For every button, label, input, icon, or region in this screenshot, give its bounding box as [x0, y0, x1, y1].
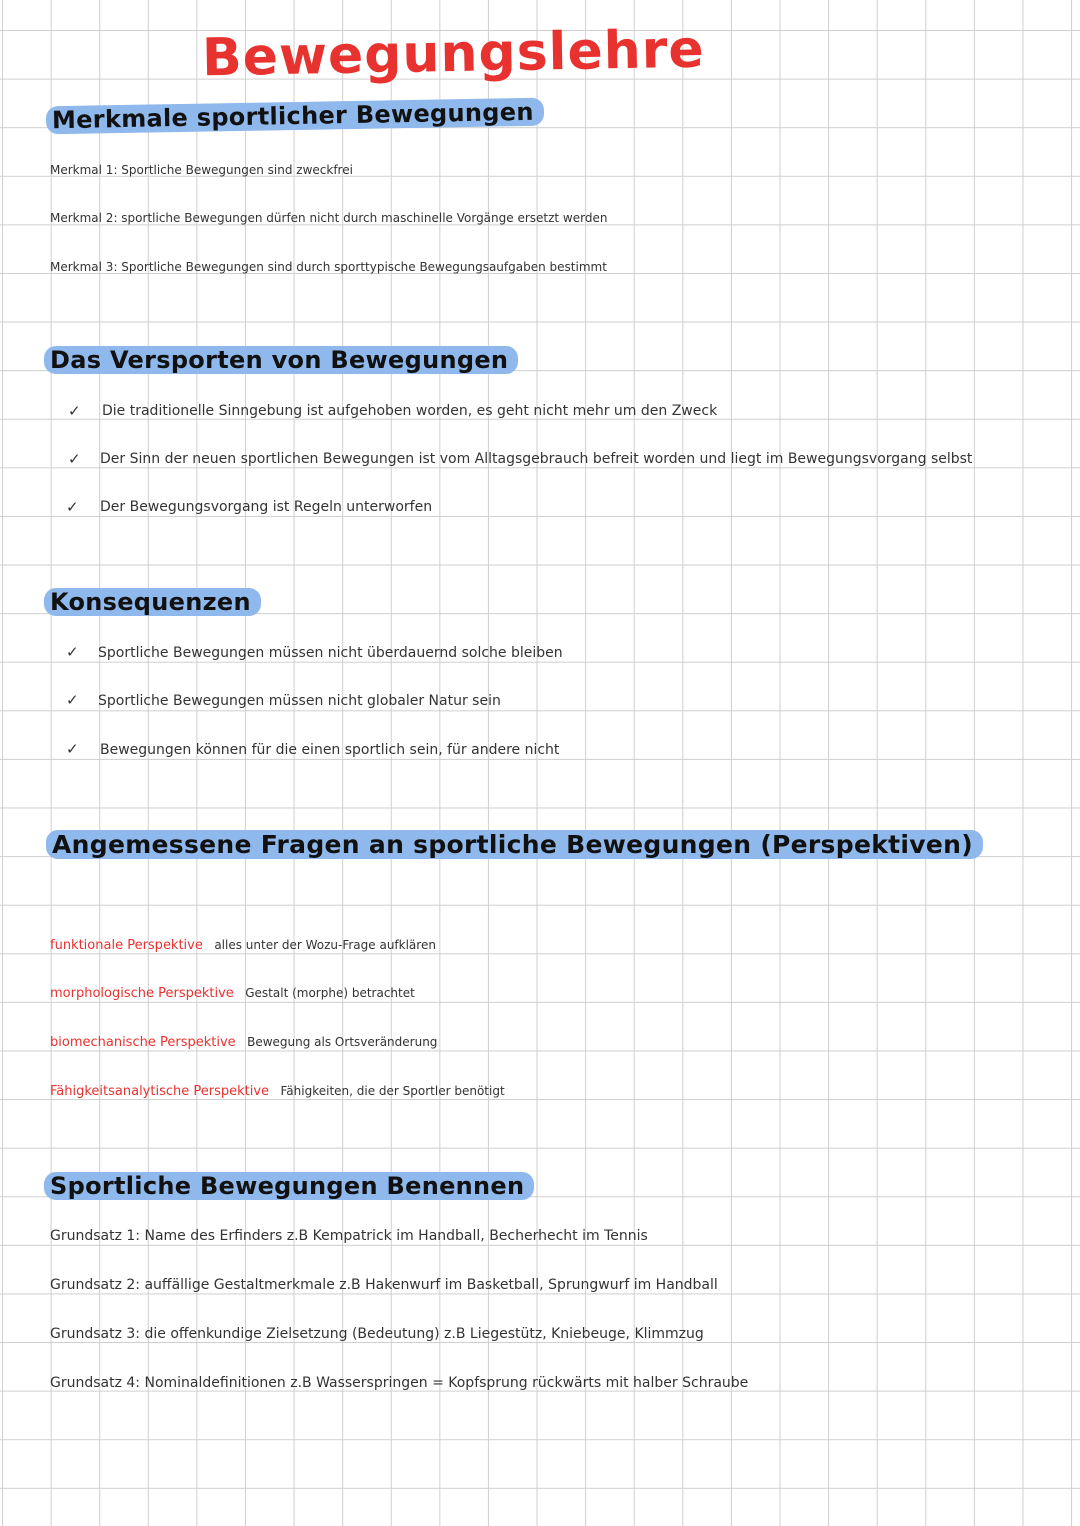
- versporten-item-1: Die traditionelle Sinngebung ist aufgehoben worden, es geht nicht mehr um den Zweck: [102, 403, 718, 419]
- check-icon: ✓: [66, 691, 79, 709]
- heading-versporten: Das Versporten von Bewegungen: [44, 346, 518, 374]
- perspektive-morphologisch: morphologische Perspektive Gestalt (morphe) betrachtet: [50, 986, 415, 1001]
- check-icon: ✓: [68, 450, 81, 468]
- merkmal-1: Merkmal 1: Sportliche Bewegungen sind zweckfrei: [50, 163, 353, 177]
- perspektive-biomechanisch: biomechanische Perspektive Bewegung als Ortsveränderung: [50, 1035, 438, 1050]
- perspektive-faehigkeitsanalytisch: Fähigkeitsanalytische Perspektive Fähigkeiten, die der Sportler benötigt: [50, 1084, 505, 1099]
- versporten-item-2: Der Sinn der neuen sportlichen Bewegungen ist vom Alltagsgebrauch befreit worden und liegt im Bewegungsvorgang selbst: [100, 451, 973, 467]
- check-icon: ✓: [66, 740, 79, 758]
- heading-konsequenzen: Konsequenzen: [44, 588, 261, 616]
- perspektive-funktional: funktionale Perspektive alles unter der Wozu-Frage aufklären: [50, 938, 436, 953]
- heading-merkmale: Merkmale sportlicher Bewegungen: [46, 98, 544, 135]
- page-title: Bewegungslehre: [201, 19, 706, 89]
- grundsatz-4: Grundsatz 4: Nominaldefinitionen z.B Wasserspringen = Kopfsprung rückwärts mit halber Schraube: [50, 1375, 749, 1391]
- konsequenz-item-2: Sportliche Bewegungen müssen nicht globaler Natur sein: [98, 693, 501, 709]
- versporten-item-3: Der Bewegungsvorgang ist Regeln unterworfen: [100, 499, 433, 515]
- heading-perspektiven: Angemessene Fragen an sportliche Bewegungen (Perspektiven): [46, 830, 983, 859]
- check-icon: ✓: [68, 402, 81, 420]
- grundsatz-2: Grundsatz 2: auffällige Gestaltmerkmale z.B Hakenwurf im Basketball, Sprungwurf im Handball: [50, 1277, 718, 1293]
- check-icon: ✓: [66, 643, 79, 661]
- merkmal-3: Merkmal 3: Sportliche Bewegungen sind durch sporttypische Bewegungsaufgaben bestimmt: [50, 260, 607, 274]
- merkmal-2: Merkmal 2: sportliche Bewegungen dürfen nicht durch maschinelle Vorgänge ersetzt werden: [50, 211, 608, 225]
- grundsatz-3: Grundsatz 3: die offenkundige Zielsetzung (Bedeutung) z.B Liegestütz, Kniebeuge, Klimmzug: [50, 1326, 704, 1342]
- konsequenz-item-3: Bewegungen können für die einen sportlich sein, für andere nicht: [100, 742, 560, 758]
- heading-benennen: Sportliche Bewegungen Benennen: [44, 1172, 534, 1200]
- konsequenz-item-1: Sportliche Bewegungen müssen nicht überdauernd solche bleiben: [98, 645, 563, 661]
- grundsatz-1: Grundsatz 1: Name des Erfinders z.B Kempatrick im Handball, Becherhecht im Tennis: [50, 1228, 648, 1244]
- check-icon: ✓: [66, 498, 79, 516]
